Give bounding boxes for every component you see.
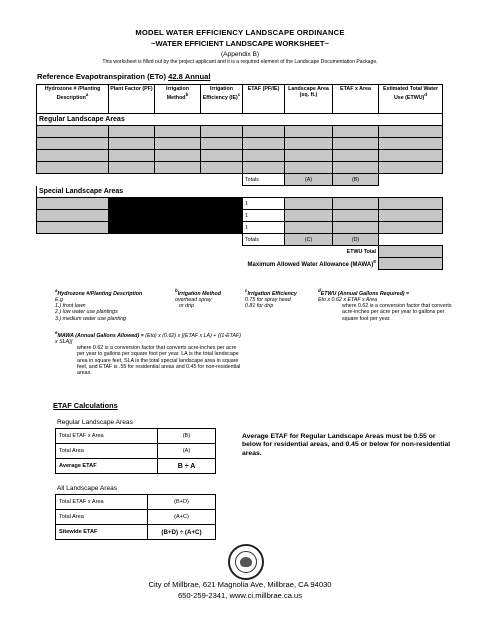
table-row: Sitewide ETAF (B+D) ÷ (A+C) (56, 525, 216, 540)
regular-row-4 (37, 162, 443, 174)
input-cell[interactable] (155, 162, 201, 174)
input-cell[interactable] (379, 222, 443, 234)
doc-subtitle: ~WATER EFFICIENT LANDSCAPE WORKSHEET~ (151, 39, 329, 48)
input-cell[interactable] (37, 138, 109, 150)
footnote-c: $^c$Irrigation Efficiency 0.75 for spray head 0.81 for drip (245, 288, 297, 310)
doc-title: MODEL WATER EFFICIENCY LANDSCAPE ORDINANCE (135, 28, 345, 37)
input-cell[interactable] (37, 162, 109, 174)
regular-row-2 (37, 138, 443, 150)
table-row: Total ETAF x Area (B) (56, 429, 216, 444)
blocked-area (109, 198, 243, 234)
etwu-total-value[interactable] (379, 246, 443, 258)
input-cell[interactable] (333, 210, 379, 222)
worksheet-table (36, 84, 443, 270)
table-row: Total ETAF x Area (B+D) (56, 495, 216, 510)
special-totals-row (37, 234, 443, 246)
regular-totals-row (37, 174, 443, 186)
footnote-a: $^a$Hydrozone #/Planting Description E.g 1.) front lawn 2.) low water use plantings 3.) medium water use planting (55, 288, 143, 322)
input-cell[interactable] (243, 138, 285, 150)
all-areas-label: All Landscape Areas (57, 485, 118, 492)
col-header-irrigation-efficiency: Irrigation Efficiency (IE)$^c$ (201, 85, 243, 114)
regular-section-heading: Regular Landscape Areas (37, 114, 443, 126)
regular-row-1 (37, 126, 443, 138)
special-etaf-value: 1 (243, 210, 285, 222)
regular-etaf-table (55, 428, 216, 474)
eto-value: 42.8 Annual (168, 72, 211, 81)
total-etaf-area-d: (D) (333, 234, 379, 246)
average-etaf-note: Average ETAF for Regular Landscape Areas must be 0.55 or below for residential areas, and 0.45 or below for non-residential areas. (242, 433, 451, 457)
input-cell[interactable] (109, 138, 155, 150)
input-cell[interactable] (37, 150, 109, 162)
input-cell[interactable] (201, 126, 243, 138)
city-seal-icon (228, 544, 264, 580)
input-cell[interactable] (109, 162, 155, 174)
footer-address: City of Millbrae, 621 Magnolia Ave, Millbrae, CA 94030 (148, 580, 332, 589)
regular-areas-label: Regular Landscape Areas (57, 419, 133, 426)
total-area-a: (A) (285, 174, 333, 186)
input-cell[interactable] (37, 210, 109, 222)
input-cell[interactable] (379, 126, 443, 138)
input-cell[interactable] (379, 150, 443, 162)
input-cell[interactable] (243, 162, 285, 174)
eto-label: Reference Evapotranspiration (ETo) (37, 72, 166, 81)
input-cell[interactable] (285, 126, 333, 138)
etwu-total-label: ETWU Total (333, 246, 379, 258)
input-cell[interactable] (333, 126, 379, 138)
footnote-d: $^d$ETWU (Annual Gallons Required) = Eto x 0.62 x ETAF x Area where 0.62 is a conversion factor that converts acre-inches per acre per year to gallons per square foot per year. (318, 288, 452, 322)
mawa-value[interactable] (379, 258, 443, 270)
input-cell[interactable] (379, 198, 443, 210)
totals-label: Totals (243, 174, 285, 186)
col-header-plant-factor: Plant Factor (PF) (109, 85, 155, 114)
footer-contact: 650-259-2341, www.ci.millbrae.ca.us (177, 591, 303, 600)
input-cell[interactable] (285, 162, 333, 174)
col-header-etwu: Estimated Total Water Use (ETWU)$^d$ (379, 85, 443, 114)
mawa-row (37, 258, 443, 270)
input-cell[interactable] (333, 150, 379, 162)
input-cell[interactable] (201, 162, 243, 174)
col-header-landscape-area: Landscape Area (sq. ft.) (285, 85, 333, 114)
total-area-c: (C) (285, 234, 333, 246)
special-etaf-value: 1 (243, 222, 285, 234)
input-cell[interactable] (285, 222, 333, 234)
input-cell[interactable] (333, 198, 379, 210)
total-etaf-area-b: (B) (333, 174, 379, 186)
regular-row-3 (37, 150, 443, 162)
input-cell[interactable] (379, 138, 443, 150)
input-cell[interactable] (109, 150, 155, 162)
input-cell[interactable] (285, 150, 333, 162)
eto-line (37, 72, 210, 81)
col-header-irrigation-method: Irrigation Method$^b$ (155, 85, 201, 114)
input-cell[interactable] (285, 138, 333, 150)
sitewide-etaf-table (55, 494, 216, 540)
input-cell[interactable] (333, 138, 379, 150)
input-cell[interactable] (379, 162, 443, 174)
input-cell[interactable] (109, 126, 155, 138)
mawa-label: Maximum Allowed Water Allowance (MAWA)$^e$ (247, 259, 376, 268)
input-cell[interactable] (379, 210, 443, 222)
special-etaf-value: 1 (243, 198, 285, 210)
input-cell[interactable] (37, 198, 109, 210)
totals-label: Totals (243, 234, 285, 246)
special-section-heading: Special Landscape Areas (37, 186, 443, 198)
col-header-etaf-x-area: ETAF x Area (333, 85, 379, 114)
footnote-e: $^e$MAWA (Annual Gallons Allowed) = (Eto) x (0.62) x [(ETAF x LA) + ((1-ETAF) x SLA)] where 0.62 is a conversion factor that converts acre-inches per acre per year to gallons per square foot per year. LA is the total landscape area in square feet, SLA is the total special landscape area in square feet, and ETAF is .55 for residential areas and 0.45 for non-residential areas. (55, 330, 242, 376)
input-cell[interactable] (155, 138, 201, 150)
etaf-calculations-heading: ETAF Calculations (53, 401, 118, 410)
input-cell[interactable] (333, 222, 379, 234)
input-cell[interactable] (155, 126, 201, 138)
input-cell[interactable] (333, 162, 379, 174)
col-header-etaf: ETAF (PF/IE) (243, 85, 285, 114)
input-cell[interactable] (243, 126, 285, 138)
input-cell[interactable] (37, 222, 109, 234)
table-row: Total Area (A) (56, 444, 216, 459)
col-header-hydrozone: Hydrozone # /Planting Description$^a$ (37, 85, 109, 114)
regular-section-row (37, 114, 443, 126)
input-cell[interactable] (243, 150, 285, 162)
input-cell[interactable] (201, 138, 243, 150)
table-row: Total Area (A+C) (56, 510, 216, 525)
special-section-row (37, 186, 443, 198)
special-row-1 (37, 198, 443, 210)
input-cell[interactable] (285, 198, 333, 210)
header-row (37, 85, 443, 114)
appendix-label: (Appendix B) (220, 51, 260, 58)
footnote-b: $^b$Irrigation Method overhead spray or drip (175, 288, 221, 310)
input-cell[interactable] (37, 126, 109, 138)
input-cell[interactable] (201, 150, 243, 162)
input-cell[interactable] (285, 210, 333, 222)
input-cell[interactable] (155, 150, 201, 162)
etwu-total-row (37, 246, 443, 258)
table-row: Average ETAF B ÷ A (56, 459, 216, 474)
instruction-text: This worksheet is filled out by the project applicant and it is a required element of the Landscape Documentation Package. (102, 59, 378, 65)
